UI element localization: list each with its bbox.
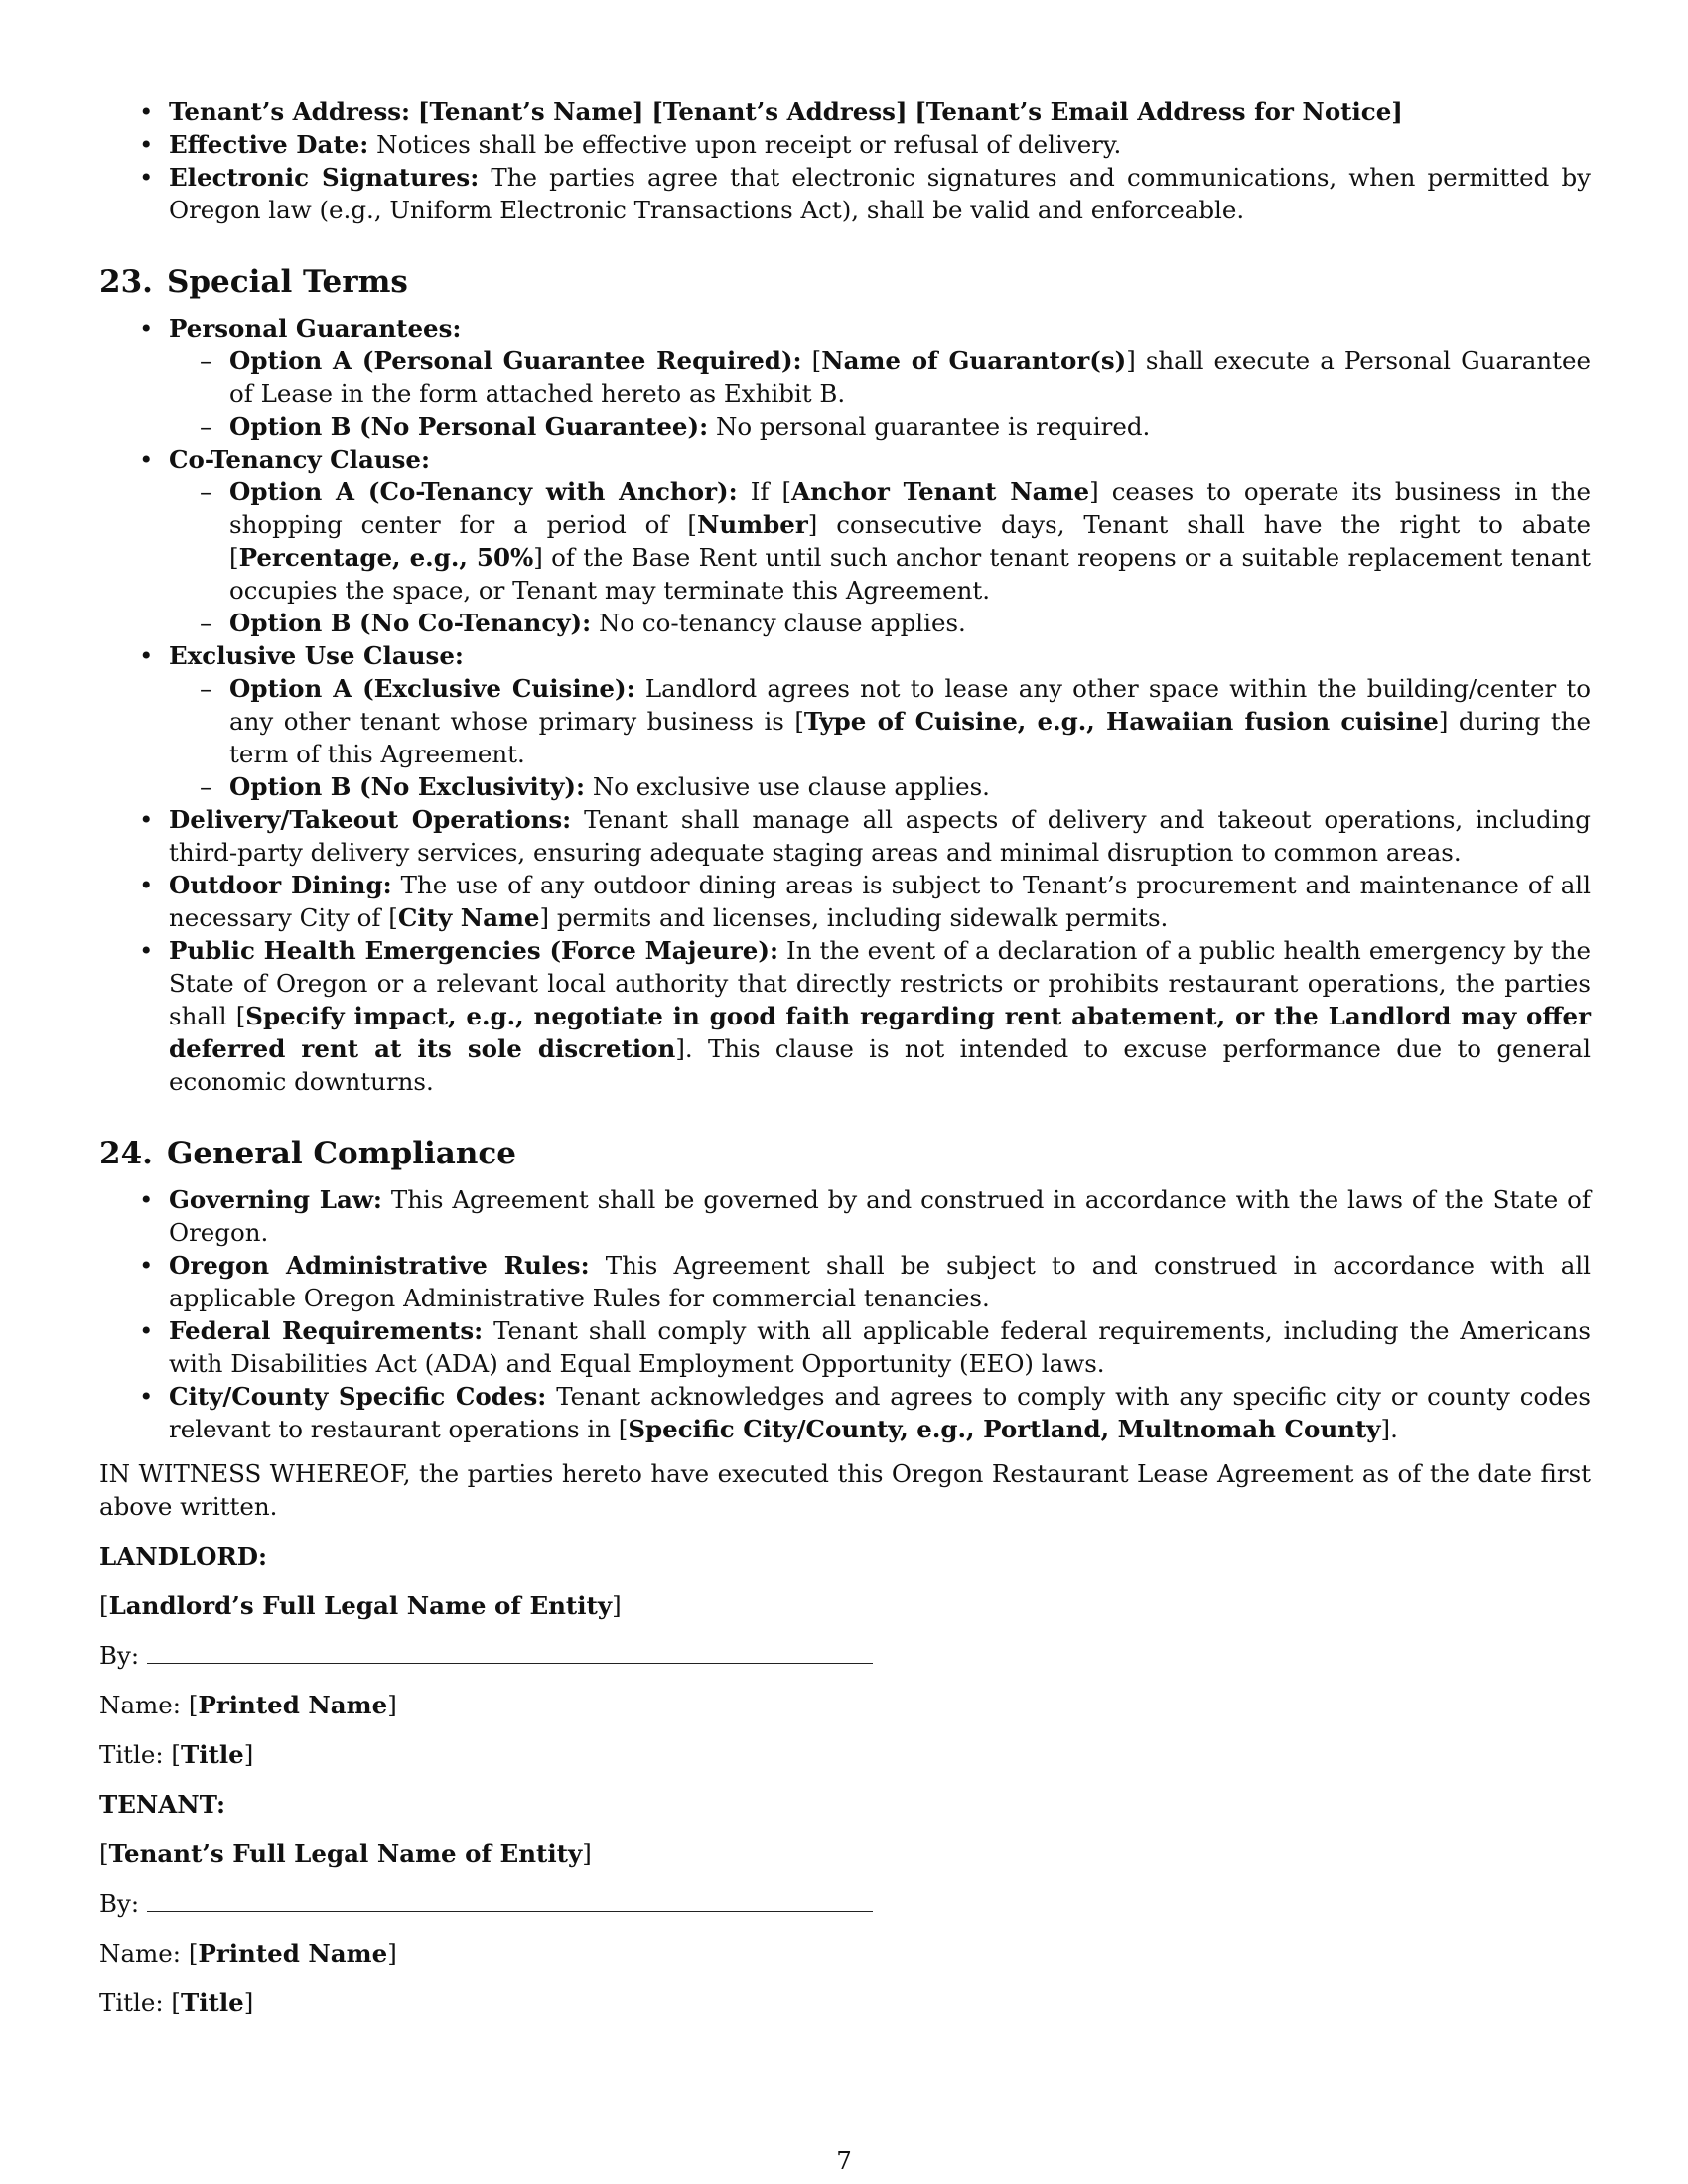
section-number: 24. [99, 1136, 153, 1171]
item-text: In the event of a declaration of a public health emergency by the State of Oregon or a relevant local authority that directly restricts or prohibits restaurant operations, the parties shall [169, 936, 1591, 1030]
placeholder: Type of Cuisine, e.g., Hawaiian fusion cuisine [803, 707, 1439, 736]
placeholder: Title [180, 1988, 244, 2017]
sub-item [169, 410, 1591, 443]
item-text: permits and licenses, including sidewalk permits. [556, 903, 1169, 932]
list-item [99, 1249, 1591, 1314]
item-label: Effective Date: [169, 130, 369, 159]
item-text: This Agreement shall be governed by and construed in accordance with the laws of the State of Oregon. [169, 1185, 1591, 1247]
option-label: Option B (No Personal Guarantee): [229, 412, 709, 441]
item-label: Delivery/Takeout Operations: [169, 805, 572, 834]
item-text: Tenant shall manage all aspects of delivery and takeout operations, including third-party delivery services, ensuring adequate staging areas and minimal disruption to common areas. [169, 805, 1591, 867]
tenant-entity: [Tenant’s Full Legal Name of Entity] [99, 1840, 592, 1868]
section-heading [99, 1134, 1591, 1173]
item-text: No co-tenancy clause applies. [598, 609, 966, 637]
placeholder: Name of Guarantor(s) [821, 346, 1127, 375]
heading-text: LANDLORD: [99, 1542, 268, 1570]
item-text: No exclusive use clause applies. [592, 772, 990, 801]
by-label: By: [99, 1641, 140, 1670]
item-text: Tenant acknowledges and agrees to comply with any specific city or county codes relevant to restaurant operations in [169, 1382, 1591, 1443]
sub-item [169, 770, 1591, 803]
document-page [99, 95, 1591, 2019]
name-label: Name: [99, 1691, 182, 1719]
list-item [99, 803, 1591, 869]
item-text: If [750, 478, 770, 506]
list-item [99, 1314, 1591, 1380]
item-text: during the term of this Agreement. [229, 707, 1591, 768]
list-item: • Public Health Emergencies (Force Majeure): In the event of a declaration of a public health emergency by the State of Oregon or a relevant local authority that directly restricts or prohibits restaurant operations, the parties shall [Specify impact, e.g., negotiate in good faith regarding rent abatement, or the Landlord may offer deferred rent at its sole discretion]. This clause is not intended to excuse performance due to general economic downturns. [99, 934, 1591, 1098]
item-text: Notices shall be effective upon receipt or refusal of delivery. [376, 130, 1122, 159]
item-text: This Agreement shall be subject to and construed in accordance with all applicable Oregon Administrative Rules for commercial tenancies. [169, 1251, 1592, 1312]
placeholder: Anchor Tenant Name [791, 478, 1090, 506]
landlord-title-line: Title: [Title] [99, 1740, 254, 1769]
item-label: Oregon Administrative Rules: [169, 1251, 590, 1280]
item-label: Governing Law: [169, 1185, 382, 1214]
by-label: By: [99, 1889, 140, 1918]
option-label: Option B (No Co-Tenancy): [229, 609, 592, 637]
item-text: Tenant shall comply with all applicable federal requirements, including the Americans with Disabilities Act (ADA) and Equal Employment Opportunity (EEO) laws. [169, 1316, 1591, 1378]
item-text: consecutive days, Tenant shall have the right to abate [836, 510, 1591, 539]
item-text: . This clause is not intended to excuse performance due to general economic downturns. [169, 1034, 1591, 1096]
item-text: The use of any outdoor dining areas is subject to Tenant’s procurement and maintenance of all necessary City of [169, 871, 1591, 932]
witness-paragraph: IN WITNESS WHEREOF, the parties hereto have executed this Oregon Restaurant Lease Agreement as of the date first above written. [99, 1459, 1591, 1521]
placeholder: City Name [397, 903, 540, 932]
option-label: Option A (Co-Tenancy with Anchor): [229, 478, 738, 506]
placeholder: Specific City/County, e.g., Portland, Multnomah County [628, 1415, 1381, 1443]
item-text: Landlord agrees not to lease any other space within the building/center to any other tenant whose primary business is [229, 674, 1591, 736]
option-label: Option A (Exclusive Cuisine): [229, 674, 635, 703]
tenant-heading [99, 1788, 1591, 1821]
notices-list [99, 95, 1591, 226]
list-item [99, 128, 1591, 161]
placeholder: Printed Name [198, 1691, 388, 1719]
placeholder: [Tenant’s Name] [417, 97, 644, 126]
placeholder: Printed Name [198, 1939, 388, 1968]
tenant-name-line: Name: [Printed Name] [99, 1939, 397, 1968]
heading-text: TENANT: [99, 1790, 226, 1819]
placeholder: Title [180, 1740, 244, 1769]
item-text: No personal guarantee is required. [715, 412, 1151, 441]
section-heading [99, 262, 1591, 302]
page-number: 7 [836, 2146, 852, 2175]
placeholder: Number [696, 510, 808, 539]
landlord-signature-line [99, 1639, 1591, 1672]
item-label: Tenant’s Address: [169, 97, 411, 126]
title-label: Title: [99, 1740, 164, 1769]
list-item [99, 312, 1591, 443]
placeholder: [Tenant’s Address] [651, 97, 908, 126]
item-label: Exclusive Use Clause: [169, 641, 464, 670]
placeholder: [Tenant’s Email Address for Notice] [914, 97, 1403, 126]
list-item: • City/County Specific Codes: Tenant acknowledges and agrees to comply with any specific city or county codes relevant to restaurant operations in [Specific City/County, e.g., Portland, Multnomah County]. [99, 1380, 1591, 1445]
sub-list [169, 476, 1591, 639]
title-label: Title: [99, 1988, 164, 2017]
special-terms-list [99, 312, 1591, 1098]
placeholder: Specify impact, e.g., negotiate in good faith regarding rent abatement, or the Landlord may offer deferred rent at its sole discretion [169, 1002, 1591, 1063]
item-text: The parties agree that electronic signatures and communications, when permitted by Oregon law (e.g., Uniform Electronic Transactions Act), shall be valid and enforceable. [169, 163, 1591, 224]
item-label: Federal Requirements: [169, 1316, 484, 1345]
landlord-heading [99, 1540, 1591, 1572]
list-item [99, 443, 1591, 639]
sub-item: – Option A (Personal Guarantee Required): [Name of Guarantor(s)] shall execute a Personal Guarantee of Lease in the form attached hereto as Exhibit B. [169, 344, 1591, 410]
item-label: Electronic Signatures: [169, 163, 480, 192]
section-title: General Compliance [166, 1136, 516, 1171]
item-text: shall execute a Personal Guarantee of Lease in the form attached hereto as Exhibit B. [229, 346, 1591, 408]
item-label: City/County Specific Codes: [169, 1382, 547, 1411]
placeholder: Landlord’s Full Legal Name of Entity [108, 1591, 613, 1620]
sub-item [169, 607, 1591, 639]
placeholder: Tenant’s Full Legal Name of Entity [108, 1840, 583, 1868]
item-label: Co-Tenancy Clause: [169, 445, 431, 474]
placeholder: Percentage, e.g., 50% [238, 543, 534, 572]
sub-item: – Option A (Co-Tenancy with Anchor): If [Anchor Tenant Name] ceases to operate its business in the shopping center for a period of [Number] consecutive days, Tenant shall have the right to abate [Percentage, e.g., 50%] of the Base Rent until such anchor tenant reopens or a suitable replacement tenant occupies the space, or Tenant may terminate this Agreement. [169, 476, 1591, 607]
item-label: Public Health Emergencies (Force Majeure): [169, 936, 778, 965]
name-label: Name: [99, 1939, 182, 1968]
list-item [99, 95, 1591, 128]
sub-list [169, 672, 1591, 803]
tenant-title-line: Title: [Title] [99, 1988, 254, 2017]
signature-field[interactable] [147, 1889, 873, 1912]
landlord-entity: [Landlord’s Full Legal Name of Entity] [99, 1591, 622, 1620]
sub-item: – Option A (Exclusive Cuisine): Landlord agrees not to lease any other space within the building/center to any other tenant whose primary business is [Type of Cuisine, e.g., Hawaiian fusion cuisine] during the term of this Agreement. [169, 672, 1591, 770]
option-label: Option B (No Exclusivity): [229, 772, 586, 801]
list-item [99, 1183, 1591, 1249]
list-item: • Outdoor Dining: The use of any outdoor dining areas is subject to Tenant’s procurement and maintenance of all necessary City of [City Name] permits and licenses, including sidewalk permits. [99, 869, 1591, 934]
section-title: Special Terms [166, 264, 408, 300]
tenant-signature-line [99, 1887, 1591, 1920]
sub-list [169, 344, 1591, 443]
list-item [99, 639, 1591, 803]
list-item [99, 161, 1591, 226]
landlord-name-line: Name: [Printed Name] [99, 1691, 397, 1719]
item-text: of the Base Rent until such anchor tenant reopens or a suitable replacement tenant occupies the space, or Tenant may terminate this Agreement. [229, 543, 1591, 605]
item-label: Outdoor Dining: [169, 871, 392, 899]
item-text: ceases to operate its business in the shopping center for a period of [229, 478, 1591, 539]
item-label: Personal Guarantees: [169, 314, 462, 342]
signature-field[interactable] [147, 1641, 873, 1664]
option-label: Option A (Personal Guarantee Required): [229, 346, 802, 375]
section-number: 23. [99, 264, 153, 300]
item-text: . [1390, 1415, 1398, 1443]
compliance-list [99, 1183, 1591, 1445]
